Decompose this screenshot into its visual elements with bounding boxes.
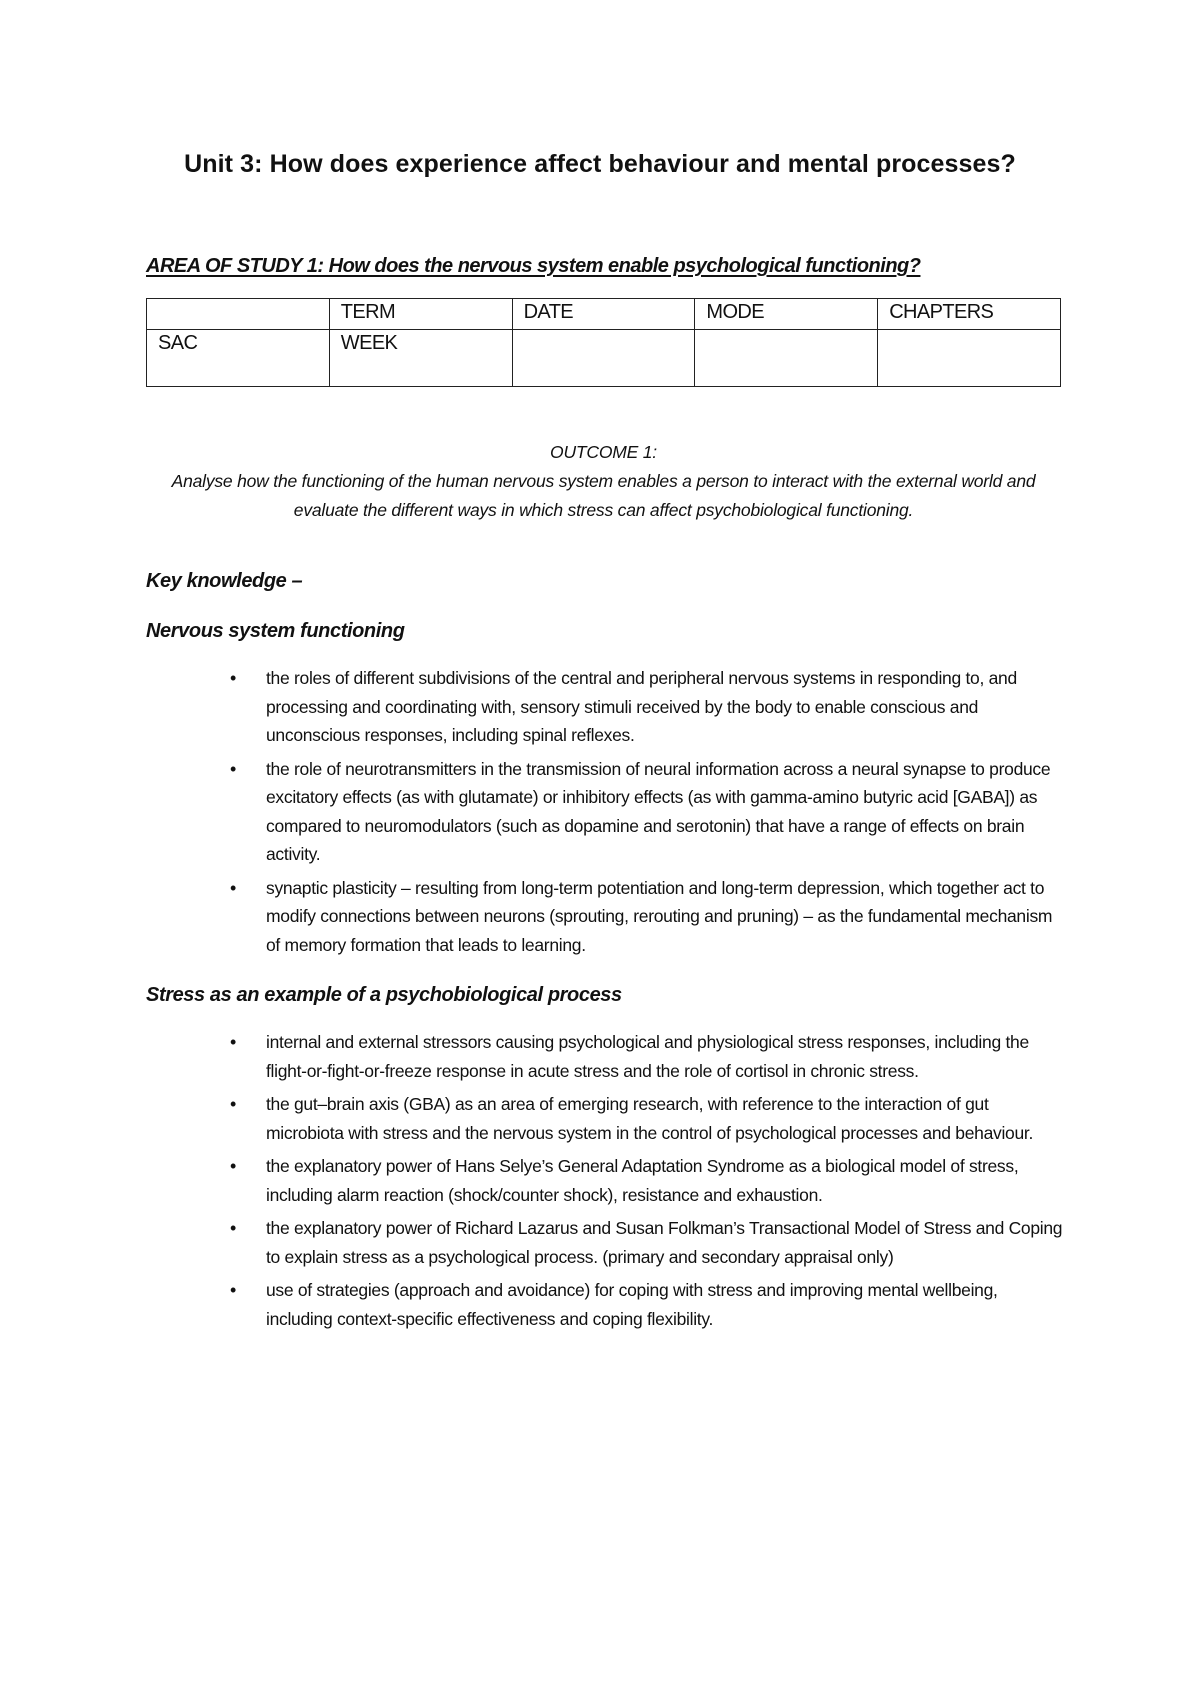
- table-header-cell: DATE: [512, 299, 695, 330]
- key-knowledge-list: [146, 664, 1066, 964]
- list-item-text: the explanatory power of Richard Lazarus and Susan Folkman’s Transactional Model of Stress and Coping to explain stress as a psychological process. (primary and secondary appraisal only): [266, 1218, 1063, 1267]
- list-item-text: internal and external stressors causing psychological and physiological stress responses, including the flight-or-fight-or-freeze response in acute stress and the role of cortisol in chronic stress.: [266, 1032, 1029, 1081]
- bullet-icon: •: [230, 877, 237, 898]
- bullet-icon: •: [230, 668, 237, 688]
- list-item-text: the gut–brain axis (GBA) as an area of emerging research, with reference to the interaction of gut microbiota with stress and the nervous system in the control of psychological processes and behaviour.: [266, 1094, 1034, 1143]
- bullet-icon: •: [230, 758, 237, 779]
- list-item-text: the explanatory power of Hans Selye’s General Adaptation Syndrome as a biological model of stress, including alarm reaction (shock/counter shock), resistance and exhaustion.: [266, 1156, 1019, 1205]
- bullet-icon: •: [230, 1032, 237, 1052]
- outcome-text: Analyse how the functioning of the human nervous system enables a person to interact with the external world and evaluate the different ways in which stress can affect psychobiological functioning.: [171, 471, 1036, 520]
- list-item-text: use of strategies (approach and avoidance) for coping with stress and improving mental wellbeing, including context-specific effectiveness and coping flexibility.: [266, 1280, 998, 1329]
- area-of-study-heading: AREA OF STUDY 1: How does the nervous system enable psychological functioning?: [146, 255, 921, 277]
- bullet-icon: •: [230, 1280, 237, 1300]
- table-cell: SAC: [147, 330, 330, 387]
- list-item-text: synaptic plasticity – resulting from long-term potentiation and long-term depression, which together act to modify connections between neurons (sprouting, rerouting and pruning) – as the fundamental mechanism of memory formation that leads to learning.: [266, 877, 1053, 955]
- table-cell: [878, 330, 1061, 387]
- table-header-row: [147, 299, 1061, 330]
- section-heading: Nervous system functioning: [146, 620, 405, 642]
- bullet-icon: •: [230, 1156, 237, 1176]
- table-cell: [695, 330, 878, 387]
- list-item: [146, 1276, 1066, 1333]
- list-item: [146, 755, 1066, 869]
- table-header-cell: MODE: [695, 299, 878, 330]
- list-item: [146, 1152, 1066, 1209]
- table-row: [147, 330, 1061, 387]
- table-header-cell: TERM: [329, 299, 512, 330]
- list-item-text: the role of neurotransmitters in the transmission of neural information across a neural synapse to produce excitatory effects (as with glutamate) or inhibitory effects (as with gamma-amino butyric acid [GABA]) as compared to neuromodulators (such as dopamine and serotonin) that have a range of effects on brain activity.: [266, 758, 1051, 864]
- table-header-cell: CHAPTERS: [878, 299, 1061, 330]
- list-item: [146, 1028, 1066, 1085]
- list-item: [146, 1214, 1066, 1271]
- key-knowledge-list: [146, 1028, 1066, 1338]
- outcome-label: OUTCOME 1:: [550, 442, 657, 462]
- outcome-block: [146, 438, 1061, 525]
- key-knowledge-heading: Key knowledge –: [146, 570, 303, 592]
- bullet-icon: •: [230, 1218, 237, 1238]
- table-header-cell: [147, 299, 330, 330]
- list-item: [146, 874, 1066, 960]
- list-item-text: the roles of different subdivisions of the central and peripheral nervous systems in responding to, and processing and coordinating with, sensory stimuli received by the body to enable conscious and unconscious responses, including spinal reflexes.: [266, 668, 1017, 745]
- sac-table: [146, 298, 1061, 387]
- list-item: [146, 664, 1066, 750]
- list-item: [146, 1090, 1066, 1147]
- section-heading: Stress as an example of a psychobiological process: [146, 984, 622, 1006]
- table-cell: WEEK: [329, 330, 512, 387]
- bullet-icon: •: [230, 1094, 237, 1114]
- page-title: Unit 3: How does experience affect behaviour and mental processes?: [184, 150, 1016, 178]
- table-cell: [512, 330, 695, 387]
